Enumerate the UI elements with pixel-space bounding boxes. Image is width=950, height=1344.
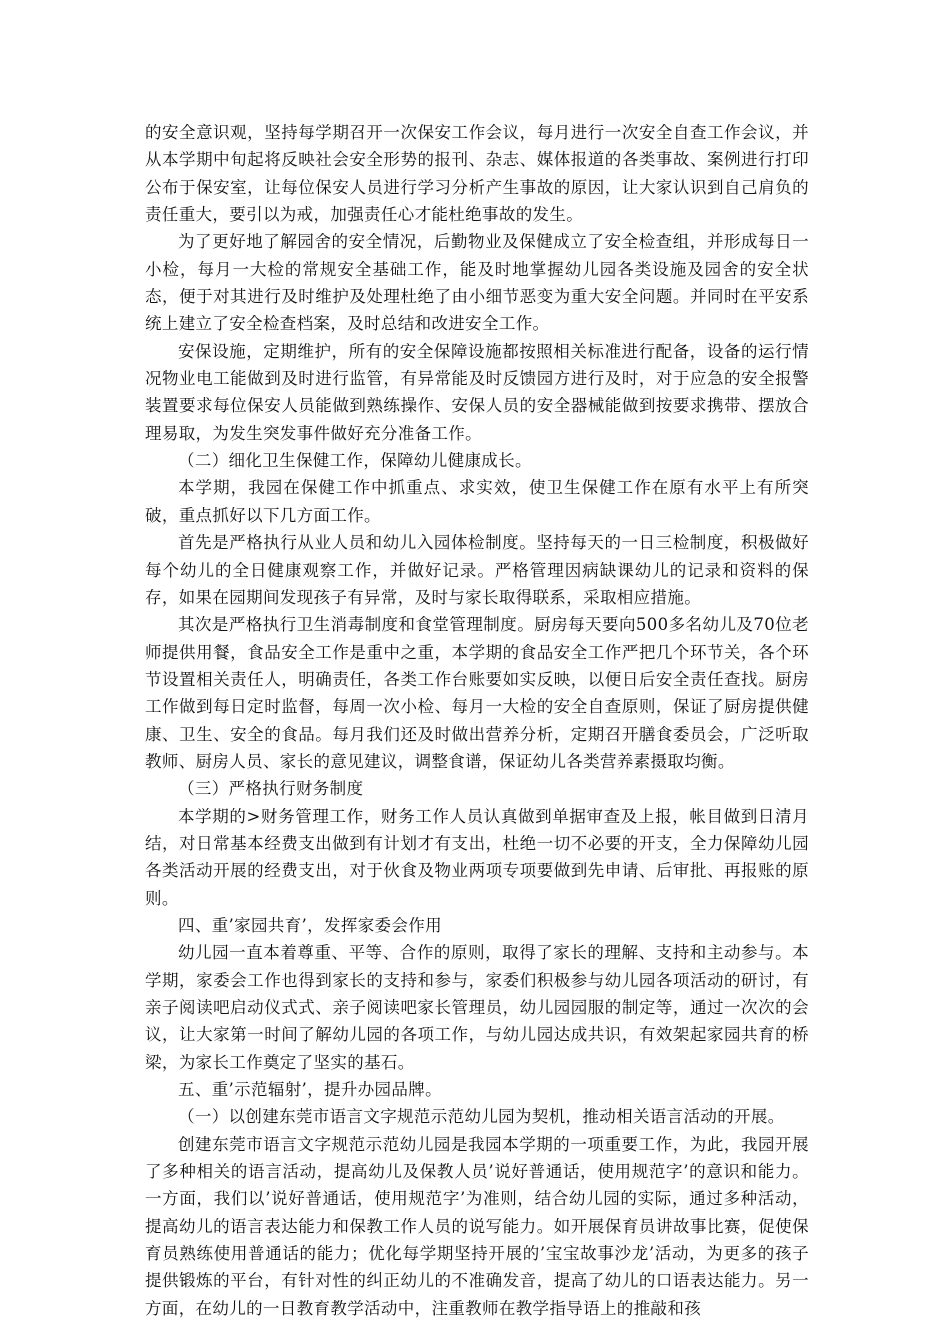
- document-body: [145, 119, 809, 1322]
- heading-home-school: 四、重’家园共育’，发挥家委会作用: [178, 915, 442, 935]
- heading-health-care: （二）细化卫生保健工作，保障幼儿健康成长。: [178, 451, 532, 471]
- paragraph-parent-committee: 幼儿园一直本着尊重、平等、合作的原则，取得了家长的理解、支持和主动参与。本学期，家委会工作也得到家长的支持和参与，家委们积极参与幼儿园各项活动的研讨，有亲子阅读吧启动仪式式、亲子阅读吧家长管理员，幼儿园园服的制定等，通过一次次的会议，让大家第一时间了解幼儿园的各项工作，与幼儿园达成共识，有效架起家园共育的桥梁，为家长工作奠定了坚实的基石。: [145, 943, 809, 1072]
- heading-demonstration: 五、重’示范辐射’，提升办园品牌。: [178, 1080, 442, 1100]
- paragraph-finance: 本学期的>财务管理工作，财务工作人员认真做到单据审查及上报，帐目做到日清月结，对日常基本经费支出做到有计划才有支出，杜绝一切不必要的开支，全力保障幼儿园各类活动开展的经费支出，对于伙食及物业两项专项要做到先申请、后审批、再报账的原则。: [145, 806, 809, 908]
- heading-language-standard: （一）以创建东莞市语言文字规范示范幼儿园为契机，推动相关语言活动的开展。: [178, 1107, 785, 1127]
- paragraph-health-checkup: 首先是严格执行从业人员和幼儿入园体检制度。坚持每天的一日三检制度，积极做好每个幼儿的全日健康观察工作，并做好记录。严格管理因病缺课幼儿的记录和资料的保存，如果在园期间发现孩子有异常，及时与家长取得联系，采取相应措施。: [145, 533, 809, 607]
- paragraph-language-activities: 创建东莞市语言文字规范示范幼儿园是我园本学期的一项重要工作，为此，我园开展了多种相关的语言活动，提高幼儿及保教人员’说好普通话，使用规范字’的意识和能力。一方面，我们以’说好普通话，使用规范字’为准则，结合幼儿园的实际，通过多种活动，提高幼儿的语言表达能力和保教工作人员的说写能力。如开展保育员讲故事比赛，促使保育员熟练使用普通话的能力；优化每学期坚持开展的’宝宝故事沙龙’活动，为更多的孩子提供锻炼的平台，有针对性的纠正幼儿的不准确发音，提高了幼儿的口语表达能力。另一方面，在幼儿的一日教育教学活动中，注重教师在教学指导语上的推敲和孩: [145, 1134, 809, 1318]
- paragraph-kitchen-safety: 其次是严格执行卫生消毒制度和食堂管理制度。厨房每天要向500多名幼儿及70位老师提供用餐，食品安全工作是重中之重，本学期的食品安全工作严把几个环节关，各个环节设置相关责任人，明确责任，各类工作台账要如实反映，以便日后安全责任查找。厨房工作做到每日定时监督，每周一次小检、每月一大检的安全自查原则，保证了厨房提供健康、卫生、安全的食品。每月我们还及时做出营养分析，定期召开膳食委员会，广泛听取教师、厨房人员、家长的意见建议，调整食谱，保证幼儿各类营养素摄取均衡。: [145, 615, 809, 771]
- heading-finance: （三）严格执行财务制度: [178, 779, 364, 799]
- paragraph-security-facilities: 安保设施，定期维护，所有的安全保障设施都按照相关标准进行配备，设备的运行情况物业电工能做到及时进行监管，有异常能及时反馈园方进行及时，对于应急的安全报警装置要求每位保安人员能做到熟练操作、安保人员的安全器械能做到按要求携带、摆放合理易取，为发生突发事件做好充分准备工作。: [145, 341, 809, 443]
- paragraph-health-intro: 本学期，我园在保健工作中抓重点、求实效，使卫生保健工作在原有水平上有所突破，重点抓好以下几方面工作。: [145, 478, 809, 525]
- paragraph-safety-meetings: 的安全意识观，坚持每学期召开一次保安工作会议，每月进行一次安全自查工作会议，并从本学期中旬起将反映社会安全形势的报刊、杂志、媒体报道的各类事故、案例进行打印公布于保安室，让每位保安人员进行学习分析产生事故的原因，让大家认识到自己肩负的责任重大，要引以为戒，加强责任心才能杜绝事故的发生。: [145, 123, 809, 225]
- paragraph-safety-inspection: 为了更好地了解园舍的安全情况，后勤物业及保健成立了安全检查组，并形成每日一小检，每月一大检的常规安全基础工作，能及时地掌握幼儿园各类设施及园舍的安全状态，便于对其进行及时维护及处理杜绝了由小细节恶变为重大安全问题。并同时在平安系统上建立了安全检查档案，及时总结和改进安全工作。: [145, 232, 809, 334]
